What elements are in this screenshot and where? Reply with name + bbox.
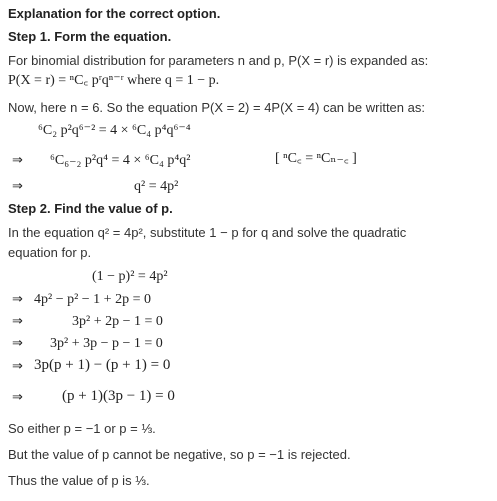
- given-text: Now, here n = 6. So the equation P(X = 2) = 4P(X = 4) can be written as:: [8, 100, 425, 115]
- solution-step-5: 3p(p + 1) − (p + 1) = 0: [34, 357, 171, 373]
- equation-2: ⁶C₆₋₂ p²q⁴ = 4 × ⁶C₄ p⁴q²: [50, 153, 191, 168]
- equation-2-note: [ ⁿC꜀ = ⁿCₙ₋꜀ ]: [275, 151, 357, 166]
- equation-3: q² = 4p²: [134, 179, 179, 194]
- explanation-heading: Explanation for the correct option.: [8, 6, 221, 21]
- solution-step-6: (p + 1)(3p − 1) = 0: [62, 388, 175, 404]
- implies-arrow: ⇒: [12, 336, 23, 351]
- solution-step-1: (1 − p)² = 4p²: [92, 269, 168, 284]
- implies-arrow: ⇒: [12, 179, 23, 194]
- intro-text: For binomial distribution for parameters n and p, P(X = r) is expanded as:: [8, 53, 429, 68]
- implies-arrow: ⇒: [12, 292, 23, 307]
- conclusion-text: Thus the value of p is ⅓.: [8, 473, 150, 488]
- implies-arrow: ⇒: [12, 390, 23, 405]
- solution-step-3: 3p² + 2p − 1 = 0: [72, 314, 163, 329]
- implies-arrow: ⇒: [12, 153, 23, 168]
- implies-arrow: ⇒: [12, 314, 23, 329]
- equation-1: ⁶C₂ p²q⁶⁻² = 4 × ⁶C₄ p⁴q⁶⁻⁴: [38, 123, 191, 138]
- solution-step-2: 4p² − p² − 1 + 2p = 0: [34, 292, 151, 307]
- solution-step-4: 3p² + 3p − p − 1 = 0: [50, 336, 163, 351]
- step1-title: Step 1. Form the equation.: [8, 29, 172, 44]
- negative-text: But the value of p cannot be negative, so p = −1 is rejected.: [8, 447, 351, 462]
- implies-arrow: ⇒: [12, 359, 23, 374]
- step2-title: Step 2. Find the value of p.: [8, 201, 173, 216]
- step2-text-2: equation for p.: [8, 245, 92, 260]
- step2-text-1: In the equation q² = 4p², substitute 1 − p for q and solve the quadratic: [8, 225, 407, 240]
- either-text: So either p = −1 or p = ⅓.: [8, 421, 156, 436]
- formula-text: P(X = r) = ⁿC꜀ pʳqⁿ⁻ʳ where q = 1 − p.: [8, 73, 220, 88]
